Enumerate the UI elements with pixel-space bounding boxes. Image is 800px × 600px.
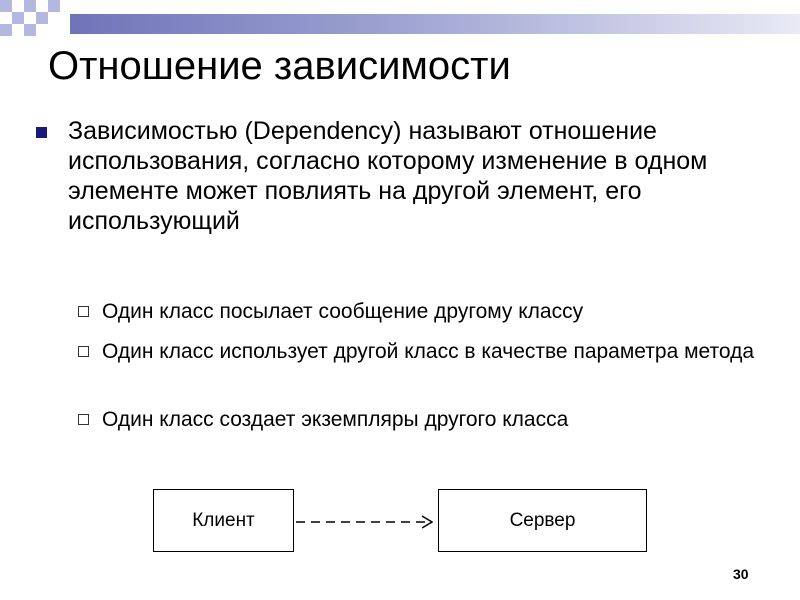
hollow-square-bullet-icon: [78, 306, 89, 317]
sub-bullet-text: Один класс посылает сообщение другому классу: [102, 300, 584, 323]
sub-bullet-3: [78, 406, 778, 434]
main-bullet-text: Зависимостью (Dependency) называют отношение использования, согласно которому изменение в одном элементе может повлиять на другой элемент, его использующий: [68, 117, 708, 235]
checker-decoration: [0, 0, 72, 42]
sub-bullet-text: Один класс создает экземпляры другого класса: [102, 408, 569, 431]
main-bullet: [36, 116, 766, 236]
sub-bullet-2: [78, 338, 778, 366]
server-label: Сервер: [509, 509, 576, 531]
page-number: 30: [733, 566, 749, 582]
hollow-square-bullet-icon: [78, 414, 89, 425]
hollow-square-bullet-icon: [78, 346, 89, 357]
client-box: [153, 489, 294, 552]
header-bar: [70, 14, 800, 34]
slide-title: Отношение зависимости: [48, 44, 511, 88]
sub-bullet-1: [78, 298, 778, 326]
sub-bullet-text: Один класс использует другой класс в качестве параметра метода: [102, 340, 755, 363]
dependency-arrow: [294, 512, 438, 532]
square-bullet-icon: [36, 127, 47, 138]
server-box: [438, 489, 647, 552]
client-label: Клиент: [192, 509, 255, 531]
